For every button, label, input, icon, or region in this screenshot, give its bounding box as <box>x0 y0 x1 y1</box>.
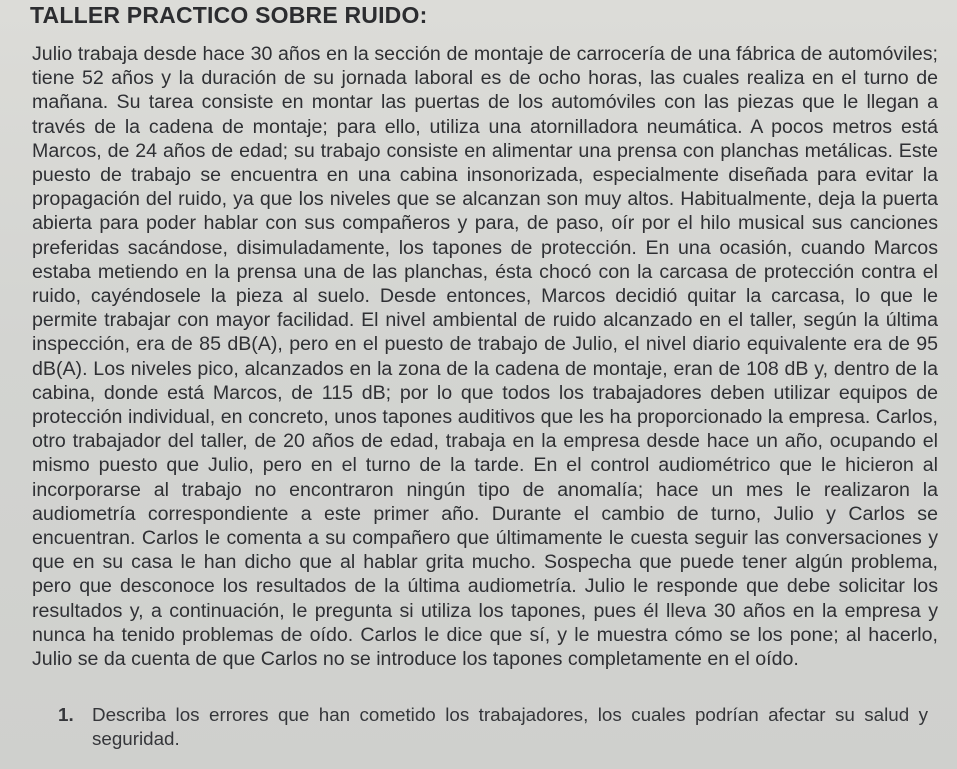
question-list <box>58 703 928 751</box>
case-study-paragraph: Julio trabaja desde hace 30 años en la sección de montaje de carrocería de una fábrica de automóviles; tiene 52 años y la duración de su jornada laboral es de ocho horas, las cuales realiza en el turno de mañana. Su tarea consiste en montar las puertas de los automóviles con las piezas que le llegan a través de la cadena de montaje; para ello, utiliza una atornilladora neumática. A pocos metros está Marcos, de 24 años de edad; su trabajo consiste en alimentar una prensa con planchas metálicas. Este puesto de trabajo se encuentra en una cabina insonorizada, especialmente diseñada para evitar la propagación del ruido, ya que los niveles que se alcanzan son muy altos. Habitualmente, deja la puerta abierta para poder hablar con sus compañeros y para, de paso, oír por el hilo musical sus canciones preferidas sacándose, disimuladamente, los tapones de protección. En una ocasión, cuando Marcos estaba metiendo en la prensa una de las planchas, ésta chocó con la carcasa de protección contra el ruido, cayéndosele la pieza al suelo. Desde entonces, Marcos decidió quitar la carcasa, lo que le permite trabajar con mayor facilidad. El nivel ambiental de ruido alcanzado en el taller, según la última inspección, era de 85 dB(A), pero en el puesto de trabajo de Julio, el nivel diario equivalente era de 95 dB(A). Los niveles pico, alcanzados en la zona de la cadena de montaje, eran de 108 dB y, dentro de la cabina, donde está Marcos, de 115 dB; por lo que todos los trabajadores deben utilizar equipos de protección individual, en concreto, unos tapones auditivos que les ha proporcionado la empresa. Carlos, otro trabajador del taller, de 20 años de edad, trabaja en la empresa desde hace un año, ocupando el mismo puesto que Julio, pero en el turno de la tarde. En el control audiométrico que le hicieron al incorporarse al trabajo no encontraron ningún tipo de anomalía; hace un mes le realizaron la audiometría correspondiente a este primer año. Durante el cambio de turno, Julio y Carlos se encuentran. Carlos le comenta a su compañero que últimamente le cuesta seguir las conversaciones y que en su casa le han dicho que al hablar grita mucho. Sospecha que puede tener algún problema, pero que desconoce los resultados de la última audiometría. Julio le responde que debe solicitar los resultados y, a continuación, le pregunta si utiliza los tapones, pues él lleva 30 años en la empresa y nunca ha tenido problemas de oído. Carlos le dice que sí, y le muestra cómo se los pone; al hacerlo, Julio se da cuenta de que Carlos no se introduce los tapones completamente en el oído. <box>32 43 938 671</box>
question-text: Describa los errores que han cometido los trabajadores, los cuales podrían afectar su salud y seguridad. <box>92 704 928 749</box>
question-number: 1. <box>58 704 74 725</box>
document-title: TALLER PRACTICO SOBRE RUIDO: <box>30 2 428 28</box>
question-item <box>58 703 928 751</box>
